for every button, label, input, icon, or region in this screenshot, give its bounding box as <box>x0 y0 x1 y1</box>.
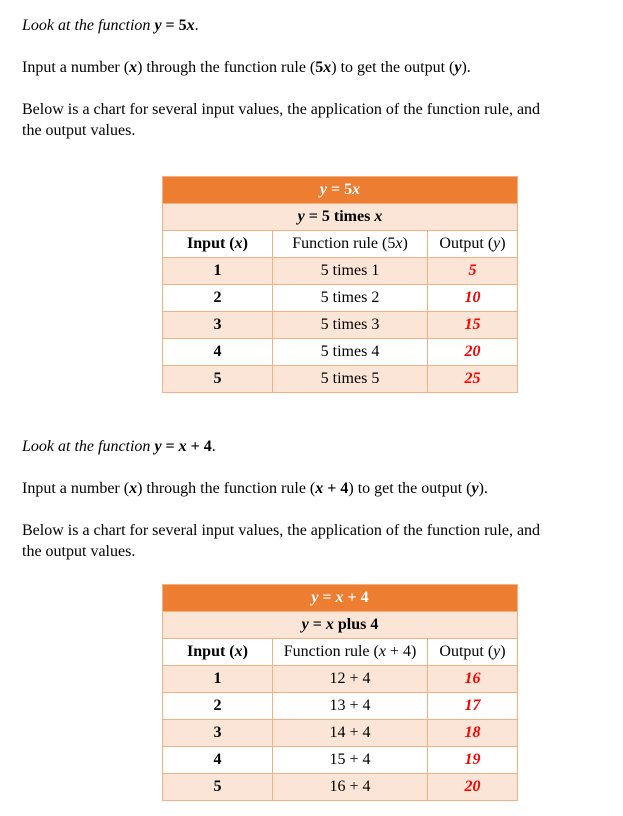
rule-cell: 15 + 4 <box>273 747 428 774</box>
table-row <box>163 366 518 393</box>
table-row <box>163 774 518 801</box>
output-cell: 25 <box>428 366 518 393</box>
input-cell: 3 <box>163 720 273 747</box>
table-row <box>163 747 518 774</box>
section-y-equals-5x <box>22 15 603 393</box>
output-cell: 19 <box>428 747 518 774</box>
column-header-rule: Function rule (5x) <box>273 231 428 258</box>
paragraph-line: Below is a chart for several input values, the application of the function rule, and <box>22 101 541 118</box>
function-table-y-equals-x-plus-4 <box>162 584 518 801</box>
table-row <box>163 285 518 312</box>
paragraph-input-rule-2: Input a number (x) through the function rule (x + 4) to get the output (y). <box>22 480 488 497</box>
paragraph-line: the output values. <box>22 543 136 560</box>
table-subtitle: y = x plus 4 <box>163 612 518 639</box>
table-row <box>163 339 518 366</box>
table-row <box>163 666 518 693</box>
paragraph-below-chart-1 <box>22 99 600 141</box>
input-cell: 2 <box>163 285 273 312</box>
input-cell: 1 <box>163 258 273 285</box>
output-cell: 15 <box>428 312 518 339</box>
output-cell: 17 <box>428 693 518 720</box>
paragraph-line: Below is a chart for several input values, the application of the function rule, and <box>22 522 541 539</box>
output-cell: 5 <box>428 258 518 285</box>
section-y-equals-x-plus-4 <box>22 436 603 801</box>
table-row <box>163 312 518 339</box>
rule-cell: 13 + 4 <box>273 693 428 720</box>
output-cell: 16 <box>428 666 518 693</box>
rule-cell: 5 times 1 <box>273 258 428 285</box>
table-row <box>163 693 518 720</box>
table-title: y = 5x <box>163 177 518 204</box>
rule-cell: 12 + 4 <box>273 666 428 693</box>
column-header-rule: Function rule (x + 4) <box>273 639 428 666</box>
rule-cell: 5 times 2 <box>273 285 428 312</box>
output-cell: 18 <box>428 720 518 747</box>
input-cell: 3 <box>163 312 273 339</box>
rule-cell: 16 + 4 <box>273 774 428 801</box>
rule-cell: 14 + 4 <box>273 720 428 747</box>
table-header-row <box>163 231 518 258</box>
table-subtitle-row <box>163 204 518 231</box>
rule-cell: 5 times 5 <box>273 366 428 393</box>
column-header-output: Output (y) <box>428 231 518 258</box>
table-row <box>163 258 518 285</box>
function-table-y-equals-5x <box>162 176 518 393</box>
paragraph-below-chart-2 <box>22 520 600 562</box>
input-cell: 4 <box>163 339 273 366</box>
input-cell: 5 <box>163 366 273 393</box>
input-cell: 5 <box>163 774 273 801</box>
table-title-row <box>163 177 518 204</box>
table-title-row <box>163 585 518 612</box>
output-cell: 20 <box>428 774 518 801</box>
output-cell: 10 <box>428 285 518 312</box>
column-header-output: Output (y) <box>428 639 518 666</box>
table-subtitle: y = 5 times x <box>163 204 518 231</box>
table-header-row <box>163 639 518 666</box>
rule-cell: 5 times 3 <box>273 312 428 339</box>
table-title: y = x + 4 <box>163 585 518 612</box>
table-row <box>163 720 518 747</box>
column-header-input: Input (x) <box>163 231 273 258</box>
table-subtitle-row <box>163 612 518 639</box>
output-cell: 20 <box>428 339 518 366</box>
paragraph-line: the output values. <box>22 122 136 139</box>
input-cell: 4 <box>163 747 273 774</box>
input-cell: 2 <box>163 693 273 720</box>
input-cell: 1 <box>163 666 273 693</box>
column-header-input: Input (x) <box>163 639 273 666</box>
paragraph-look-function-1: Look at the function y = 5x. <box>22 17 199 34</box>
rule-cell: 5 times 4 <box>273 339 428 366</box>
paragraph-look-function-2: Look at the function y = x + 4. <box>22 438 216 455</box>
paragraph-input-rule-1: Input a number (x) through the function rule (5x) to get the output (y). <box>22 59 471 76</box>
